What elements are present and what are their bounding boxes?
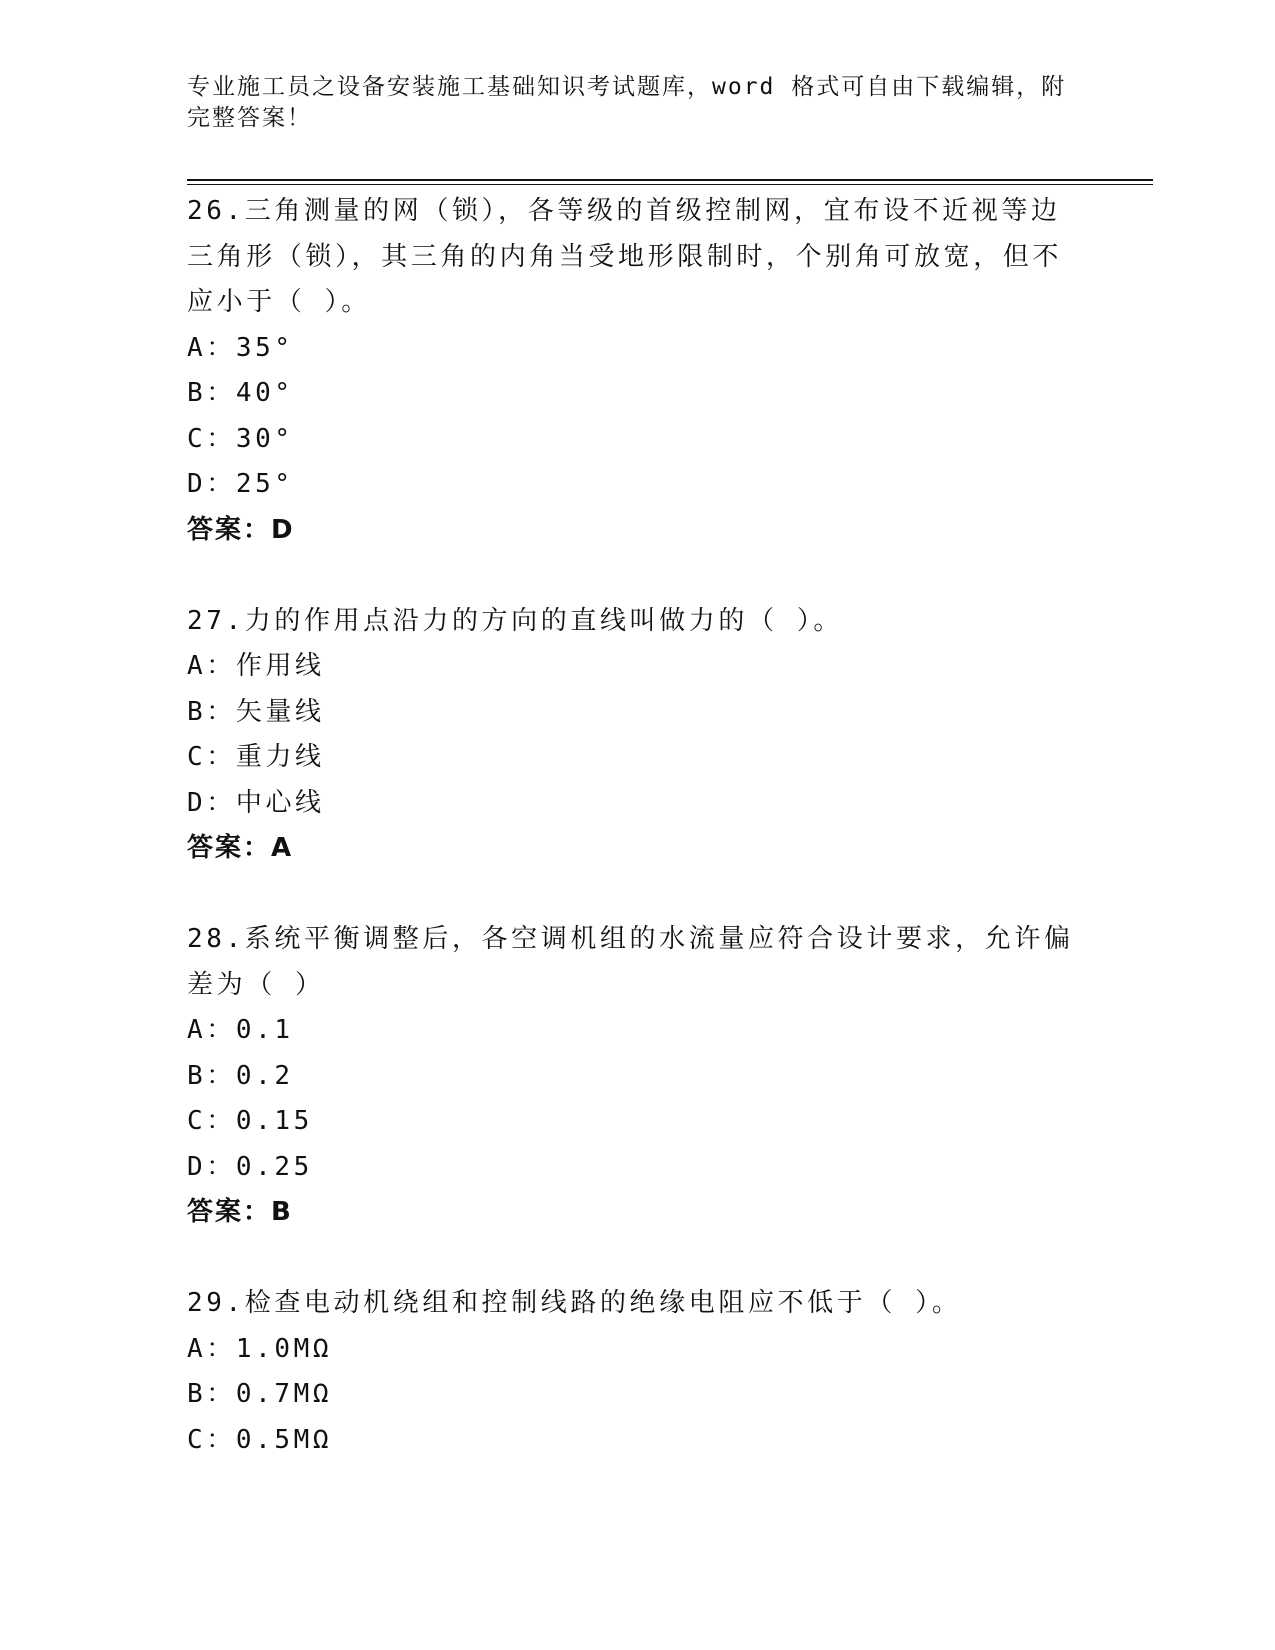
option-b: B：40° — [187, 378, 294, 408]
question-27 — [187, 599, 1087, 872]
option-a: A：作用线 — [187, 651, 325, 681]
question-text: 26.三角测量的网（锁），各等级的首级控制网，宜布设不近视等边三角形（锁），其三角的内角当受地形限制时，个别角可放宽，但不应小于（ ）。 — [187, 196, 1063, 317]
header-divider — [187, 179, 1153, 185]
option-a: A：0.1 — [187, 1015, 294, 1045]
question-text: 27.力的作用点沿力的方向的直线叫做力的（ ）。 — [187, 605, 844, 636]
answer: 答案：B — [187, 1197, 293, 1227]
question-28 — [187, 917, 1087, 1236]
option-d: D：0.25 — [187, 1151, 313, 1182]
option-b: B：0.2 — [187, 1060, 294, 1091]
option-a: A：35° — [187, 332, 294, 363]
option-b: B：矢量线 — [187, 696, 325, 727]
question-list — [187, 189, 1087, 1463]
spacer — [187, 1236, 1087, 1282]
option-c: C：30° — [187, 423, 294, 454]
question-text: 28.系统平衡调整后，各空调机组的水流量应符合设计要求，允许偏差为（ ） — [187, 924, 1074, 1000]
spacer — [187, 553, 1087, 599]
question-text: 29.检查电动机绕组和控制线路的绝缘电阻应不低于（ ）。 — [187, 1288, 962, 1318]
option-c: C：0.5MΩ — [187, 1424, 333, 1455]
spacer — [187, 872, 1087, 918]
option-c: C：0.15 — [187, 1106, 313, 1136]
answer: 答案：A — [187, 833, 294, 863]
question-26 — [187, 189, 1087, 553]
option-a: A：1.0MΩ — [187, 1333, 333, 1364]
document-header: 专业施工员之设备安装施工基础知识考试题库，word 格式可自由下载编辑，附完整答案！ — [187, 74, 1067, 131]
option-c: C：重力线 — [187, 742, 325, 772]
option-d: D：中心线 — [187, 787, 325, 818]
question-29 — [187, 1281, 1087, 1463]
option-d: D：25° — [187, 469, 294, 499]
option-b: B：0.7MΩ — [187, 1379, 333, 1409]
answer: 答案：D — [187, 514, 295, 545]
